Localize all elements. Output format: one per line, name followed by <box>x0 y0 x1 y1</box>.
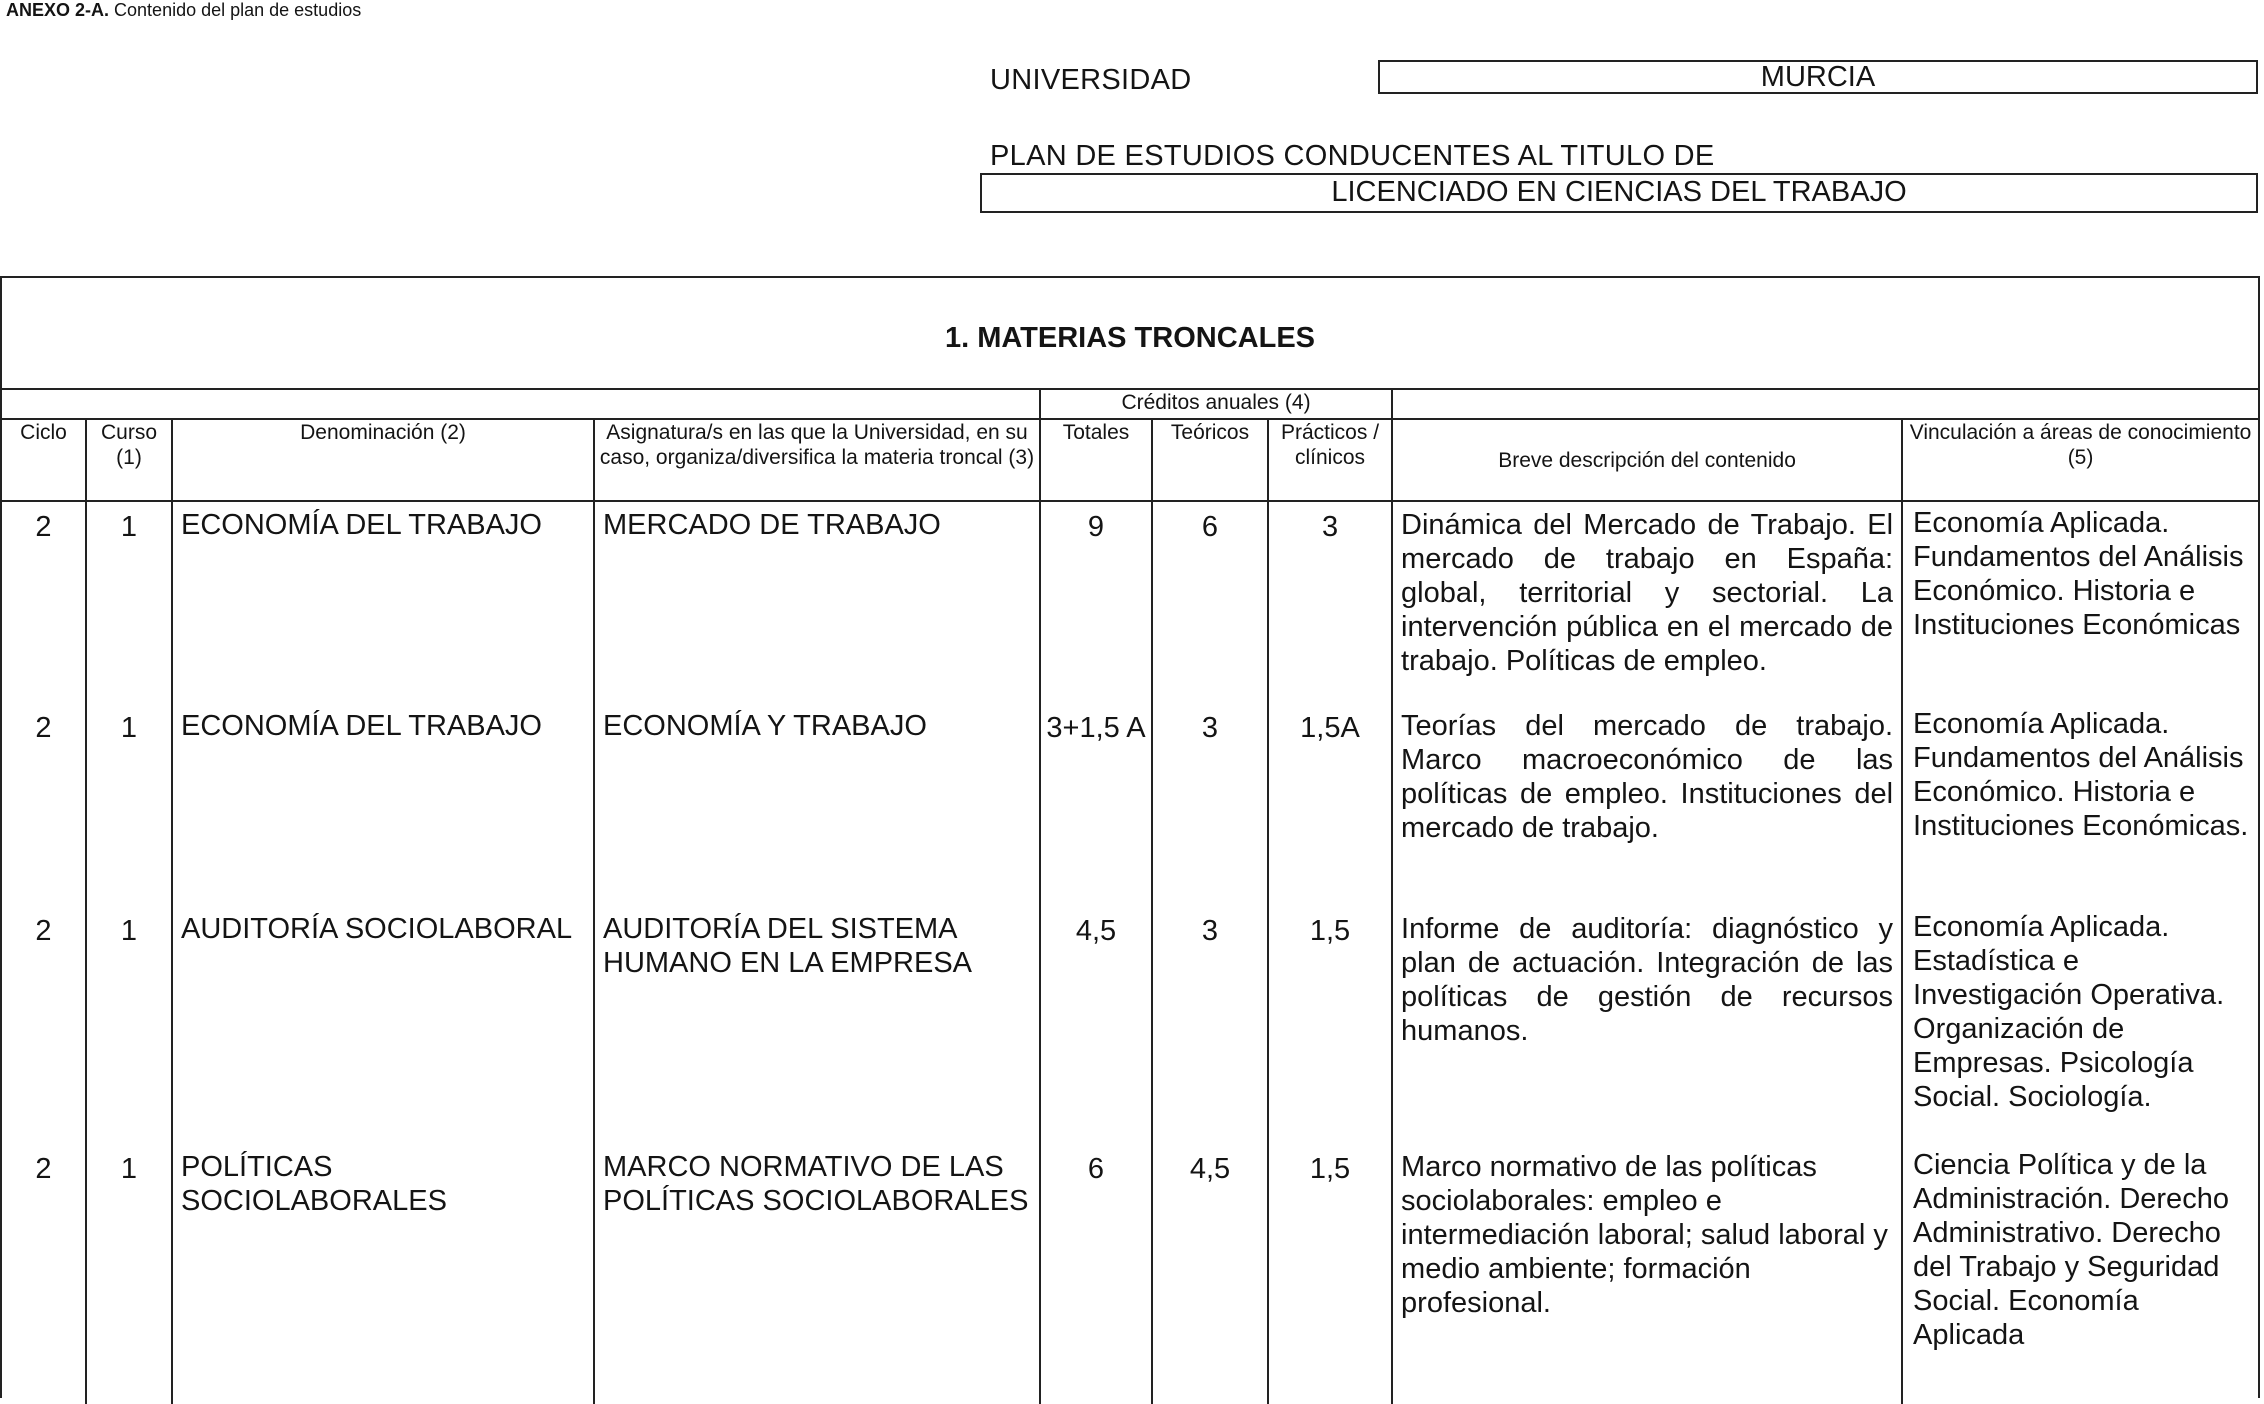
curriculum-sheet <box>0 276 2260 1398</box>
section-title: 1. MATERIAS TRONCALES <box>944 322 1316 354</box>
cell-vinculacion: Ciencia Política y de la Administración. Derecho Administrativo. Derecho del Trabajo y Seguridad Social. Economía Aplicada <box>1902 1144 2258 1404</box>
cell-totales: 6 <box>1040 1144 1152 1404</box>
cell-descripcion: Dinámica del Mercado de Trabajo. El mercado de trabajo en España: global, territorial y sectorial. La intervención pública en el mercado de trabajo. Políticas de empleo. <box>1392 501 1902 703</box>
cell-teoricos: 3 <box>1152 906 1268 1144</box>
degree-title: LICENCIADO EN CIENCIAS DEL TRABAJO <box>980 173 2258 213</box>
cell-curso: 1 <box>86 906 172 1144</box>
header-blank-right <box>1392 389 2258 419</box>
cell-totales: 9 <box>1040 501 1152 703</box>
cell-descripcion: Informe de auditoría: diagnóstico y plan de actuación. Integración de las políticas de gestión de recursos humanos. <box>1392 906 1902 1144</box>
col-asignatura: Asignatura/s en las que la Universidad, en su caso, organiza/diversifica la materia troncal (3) <box>594 419 1040 501</box>
table-row <box>2 703 2258 906</box>
col-totales: Totales <box>1040 419 1152 501</box>
col-practicos: Prácticos / clínicos <box>1268 419 1392 501</box>
cell-practicos: 1,5 <box>1268 1144 1392 1404</box>
header-row-group <box>2 389 2258 419</box>
cell-teoricos: 6 <box>1152 501 1268 703</box>
header-row <box>2 419 2258 501</box>
cell-teoricos: 4,5 <box>1152 1144 1268 1404</box>
col-denominacion: Denominación (2) <box>172 419 594 501</box>
cell-ciclo: 2 <box>2 501 86 703</box>
cell-practicos: 3 <box>1268 501 1392 703</box>
cell-denominacion: ECONOMÍA DEL TRABAJO <box>172 703 594 906</box>
cell-teoricos: 3 <box>1152 703 1268 906</box>
cell-practicos: 1,5A <box>1268 703 1392 906</box>
col-ciclo: Ciclo <box>2 419 86 501</box>
cell-ciclo: 2 <box>2 703 86 906</box>
cell-totales: 3+1,5 A <box>1040 703 1152 906</box>
cell-totales: 4,5 <box>1040 906 1152 1144</box>
cell-asignatura: AUDITORÍA DEL SISTEMA HUMANO EN LA EMPRESA <box>594 906 1040 1144</box>
university-label: UNIVERSIDAD <box>990 64 1192 96</box>
cell-asignatura: MERCADO DE TRABAJO <box>594 501 1040 703</box>
plan-label: PLAN DE ESTUDIOS CONDUCENTES AL TITULO DE <box>990 140 1715 172</box>
col-teoricos: Teóricos <box>1152 419 1268 501</box>
cell-vinculacion: Economía Aplicada. Fundamentos del Análisis Económico. Historia e Instituciones Económicas <box>1902 501 2258 703</box>
annex-heading <box>6 0 361 21</box>
table-row <box>2 1144 2258 1404</box>
cell-curso: 1 <box>86 501 172 703</box>
cell-asignatura: MARCO NORMATIVO DE LAS POLÍTICAS SOCIOLABORALES <box>594 1144 1040 1404</box>
annex-label: ANEXO 2-A. <box>6 0 110 20</box>
cell-vinculacion: Economía Aplicada. Fundamentos del Análisis Económico. Historia e Instituciones Económicas. <box>1902 703 2258 906</box>
cell-ciclo: 2 <box>2 1144 86 1404</box>
university-value: MURCIA <box>1378 60 2258 94</box>
cell-denominacion: POLÍTICAS SOCIOLABORALES <box>172 1144 594 1404</box>
cell-descripcion: Teorías del mercado de trabajo. Marco macroeconómico de las políticas de empleo. Instituciones del mercado de trabajo. <box>1392 703 1902 906</box>
header-blank <box>2 389 1040 419</box>
annex-text: Contenido del plan de estudios <box>109 0 362 20</box>
subjects-table <box>2 388 2258 1404</box>
cell-curso: 1 <box>86 703 172 906</box>
col-curso: Curso (1) <box>86 419 172 501</box>
credits-group-header: Créditos anuales (4) <box>1040 389 1392 419</box>
table-row <box>2 906 2258 1144</box>
cell-denominacion: AUDITORÍA SOCIOLABORAL <box>172 906 594 1144</box>
table-row <box>2 501 2258 703</box>
cell-denominacion: ECONOMÍA DEL TRABAJO <box>172 501 594 703</box>
col-descripcion: Breve descripción del contenido <box>1392 419 1902 501</box>
col-vinculacion: Vinculación a áreas de conocimiento (5) <box>1902 419 2258 501</box>
cell-descripcion: Marco normativo de las políticas sociolaborales: empleo e intermediación laboral; salud laboral y medio ambiente; formación profesional. <box>1392 1144 1902 1404</box>
cell-asignatura: ECONOMÍA Y TRABAJO <box>594 703 1040 906</box>
cell-practicos: 1,5 <box>1268 906 1392 1144</box>
cell-ciclo: 2 <box>2 906 86 1144</box>
cell-curso: 1 <box>86 1144 172 1404</box>
cell-vinculacion: Economía Aplicada. Estadística e Investigación Operativa. Organización de Empresas. Psicología Social. Sociología. <box>1902 906 2258 1144</box>
